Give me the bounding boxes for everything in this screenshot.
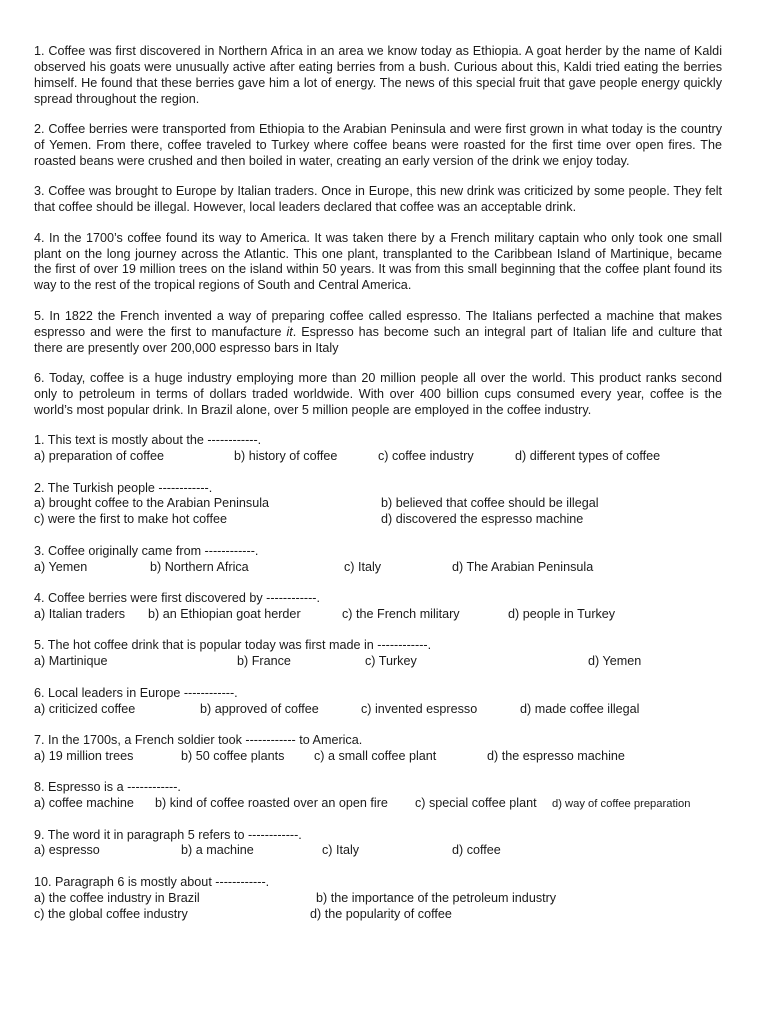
answer-option-d: d) way of coffee preparation <box>552 798 691 811</box>
answer-option-d: d) people in Turkey <box>508 606 616 621</box>
answer-option-d: d) discovered the espresso machine <box>381 512 584 527</box>
answer-option-b: b) 50 coffee plants <box>181 748 285 763</box>
answer-options <box>34 891 722 923</box>
answer-option-c: c) the French military <box>342 606 460 621</box>
question-stem: 6. Local leaders in Europe ------------. <box>34 685 238 700</box>
question-7 <box>34 733 722 765</box>
answer-option-d: d) the espresso machine <box>487 748 625 763</box>
question-stem: 4. Coffee berries were first discovered by ------------. <box>34 591 320 606</box>
paragraph-5-text-after: . Espresso has become such an integral part of Italian life and culture that there are presently over 200,000 espresso bars in Italy <box>34 324 723 355</box>
question-6 <box>34 686 722 718</box>
answer-option-b: b) kind of coffee roasted over an open fire <box>155 796 388 811</box>
answer-option-a: a) coffee machine <box>34 796 134 811</box>
answer-options <box>34 496 722 528</box>
question-stem: 8. Espresso is a ------------. <box>34 780 181 795</box>
answer-option-c: c) the global coffee industry <box>34 906 188 921</box>
answer-option-c: c) were the first to make hot coffee <box>34 512 227 527</box>
answer-option-c: c) coffee industry <box>378 449 474 464</box>
answer-option-d: d) different types of coffee <box>515 449 661 464</box>
answer-options <box>34 560 722 576</box>
question-8 <box>34 780 722 812</box>
answer-option-b: b) an Ethiopian goat herder <box>148 606 301 621</box>
answer-options <box>34 702 722 718</box>
question-stem: 5. The hot coffee drink that is popular today was first made in ------------. <box>34 638 432 653</box>
answer-options <box>34 449 722 465</box>
answer-options <box>34 749 722 765</box>
question-stem: 7. In the 1700s, a French soldier took ------------ to America. <box>34 732 363 747</box>
answer-option-a: a) Italian traders <box>34 606 125 621</box>
paragraph-6: 6. Today, coffee is a huge industry employing more than 20 million people all over the world. This product ranks second only to petroleum in terms of dollars traded worldwide. With over 400 billion cups consumed every year, coffee is the world’s most popular drink. In Brazil alone, over 5 million people are employed in the coffee industry. <box>34 371 722 417</box>
answer-option-c: c) Italy <box>344 559 382 574</box>
paragraph-2: 2. Coffee berries were transported from Ethiopia to the Arabian Peninsula and were first grown in what today is the country of Yemen. From there, coffee traveled to Turkey where coffee beans were roasted for the first time over open fires. The roasted beans were crushed and then boiled in water, creating an early version of the drink we enjoy today. <box>34 122 722 168</box>
answer-options <box>34 607 722 623</box>
answer-option-b: b) believed that coffee should be illegal <box>381 496 599 511</box>
answer-option-c: c) invented espresso <box>361 701 478 716</box>
answer-options <box>34 796 722 812</box>
answer-option-a: a) 19 million trees <box>34 748 134 763</box>
answer-option-b: b) Northern Africa <box>150 559 249 574</box>
worksheet-page <box>34 44 722 938</box>
paragraph-5 <box>34 309 722 357</box>
answer-option-b: b) a machine <box>181 843 254 858</box>
answer-options <box>34 843 722 859</box>
question-stem: 10. Paragraph 6 is mostly about ------------. <box>34 874 270 889</box>
answer-option-a: a) Yemen <box>34 559 88 574</box>
question-5 <box>34 638 722 670</box>
answer-option-b: b) history of coffee <box>234 449 338 464</box>
question-10 <box>34 875 722 923</box>
answer-option-c: c) Turkey <box>365 654 417 669</box>
answer-option-d: d) coffee <box>452 843 501 858</box>
answer-option-c: c) special coffee plant <box>415 796 537 811</box>
question-stem: 2. The Turkish people ------------. <box>34 480 213 495</box>
question-stem: 3. Coffee originally came from ------------. <box>34 543 259 558</box>
question-3 <box>34 544 722 576</box>
answer-option-b: b) France <box>237 654 291 669</box>
paragraph-5-text-before: 5. In 1822 the French invented a way of preparing coffee called espresso. The Italians perfected a machine that makes espresso and were the first to manufacture <box>34 308 722 339</box>
question-9 <box>34 828 722 860</box>
quiz-questions <box>34 433 722 922</box>
question-1 <box>34 433 722 465</box>
reading-passage <box>34 44 722 419</box>
answer-option-d: d) the popularity of coffee <box>310 906 452 921</box>
answer-option-b: b) the importance of the petroleum industry <box>316 890 557 905</box>
paragraph-1: 1. Coffee was first discovered in Northern Africa in an area we know today as Ethiopia. A goat herder by the name of Kaldi observed his goats were unusually active after eating berries from a bush. Curious about this, Kaldi tried eating the berries himself. He found that these berries gave him a lot of energy. The news of this special fruit that gave people energy quickly spread throughout the region. <box>34 44 722 106</box>
question-4 <box>34 591 722 623</box>
answer-option-a: a) espresso <box>34 843 100 858</box>
answer-option-d: d) made coffee illegal <box>520 701 640 716</box>
answer-option-a: a) the coffee industry in Brazil <box>34 890 200 905</box>
answer-options <box>34 654 722 670</box>
answer-option-d: d) Yemen <box>588 654 642 669</box>
answer-option-a: a) brought coffee to the Arabian Peninsula <box>34 496 270 511</box>
answer-option-a: a) Martinique <box>34 654 108 669</box>
paragraph-4: 4. In the 1700’s coffee found its way to America. It was taken there by a French military captain who only took one small plant on the long journey across the Atlantic. This one plant, transplanted to the Caribbean Island of Martinique, became the first of over 19 million trees on the island within 50 years. It was from this small beginning that the coffee plant found its way to the rest of the tropical regions of South and Central America. <box>34 230 722 293</box>
answer-option-c: c) Italy <box>322 843 360 858</box>
question-2 <box>34 481 722 529</box>
question-stem: 1. This text is mostly about the ------------. <box>34 433 262 448</box>
paragraph-3: 3. Coffee was brought to Europe by Italian traders. Once in Europe, this new drink was criticized by some people. They felt that coffee should be illegal. However, local leaders declared that coffee was an acceptable drink. <box>34 184 722 215</box>
answer-option-a: a) preparation of coffee <box>34 449 164 464</box>
answer-option-c: c) a small coffee plant <box>314 748 437 763</box>
answer-option-a: a) criticized coffee <box>34 701 136 716</box>
answer-option-b: b) approved of coffee <box>200 701 319 716</box>
paragraph-5-italic-word: it <box>286 324 293 339</box>
answer-option-d: d) The Arabian Peninsula <box>452 559 594 574</box>
question-stem: 9. The word it in paragraph 5 refers to ------------. <box>34 827 302 842</box>
